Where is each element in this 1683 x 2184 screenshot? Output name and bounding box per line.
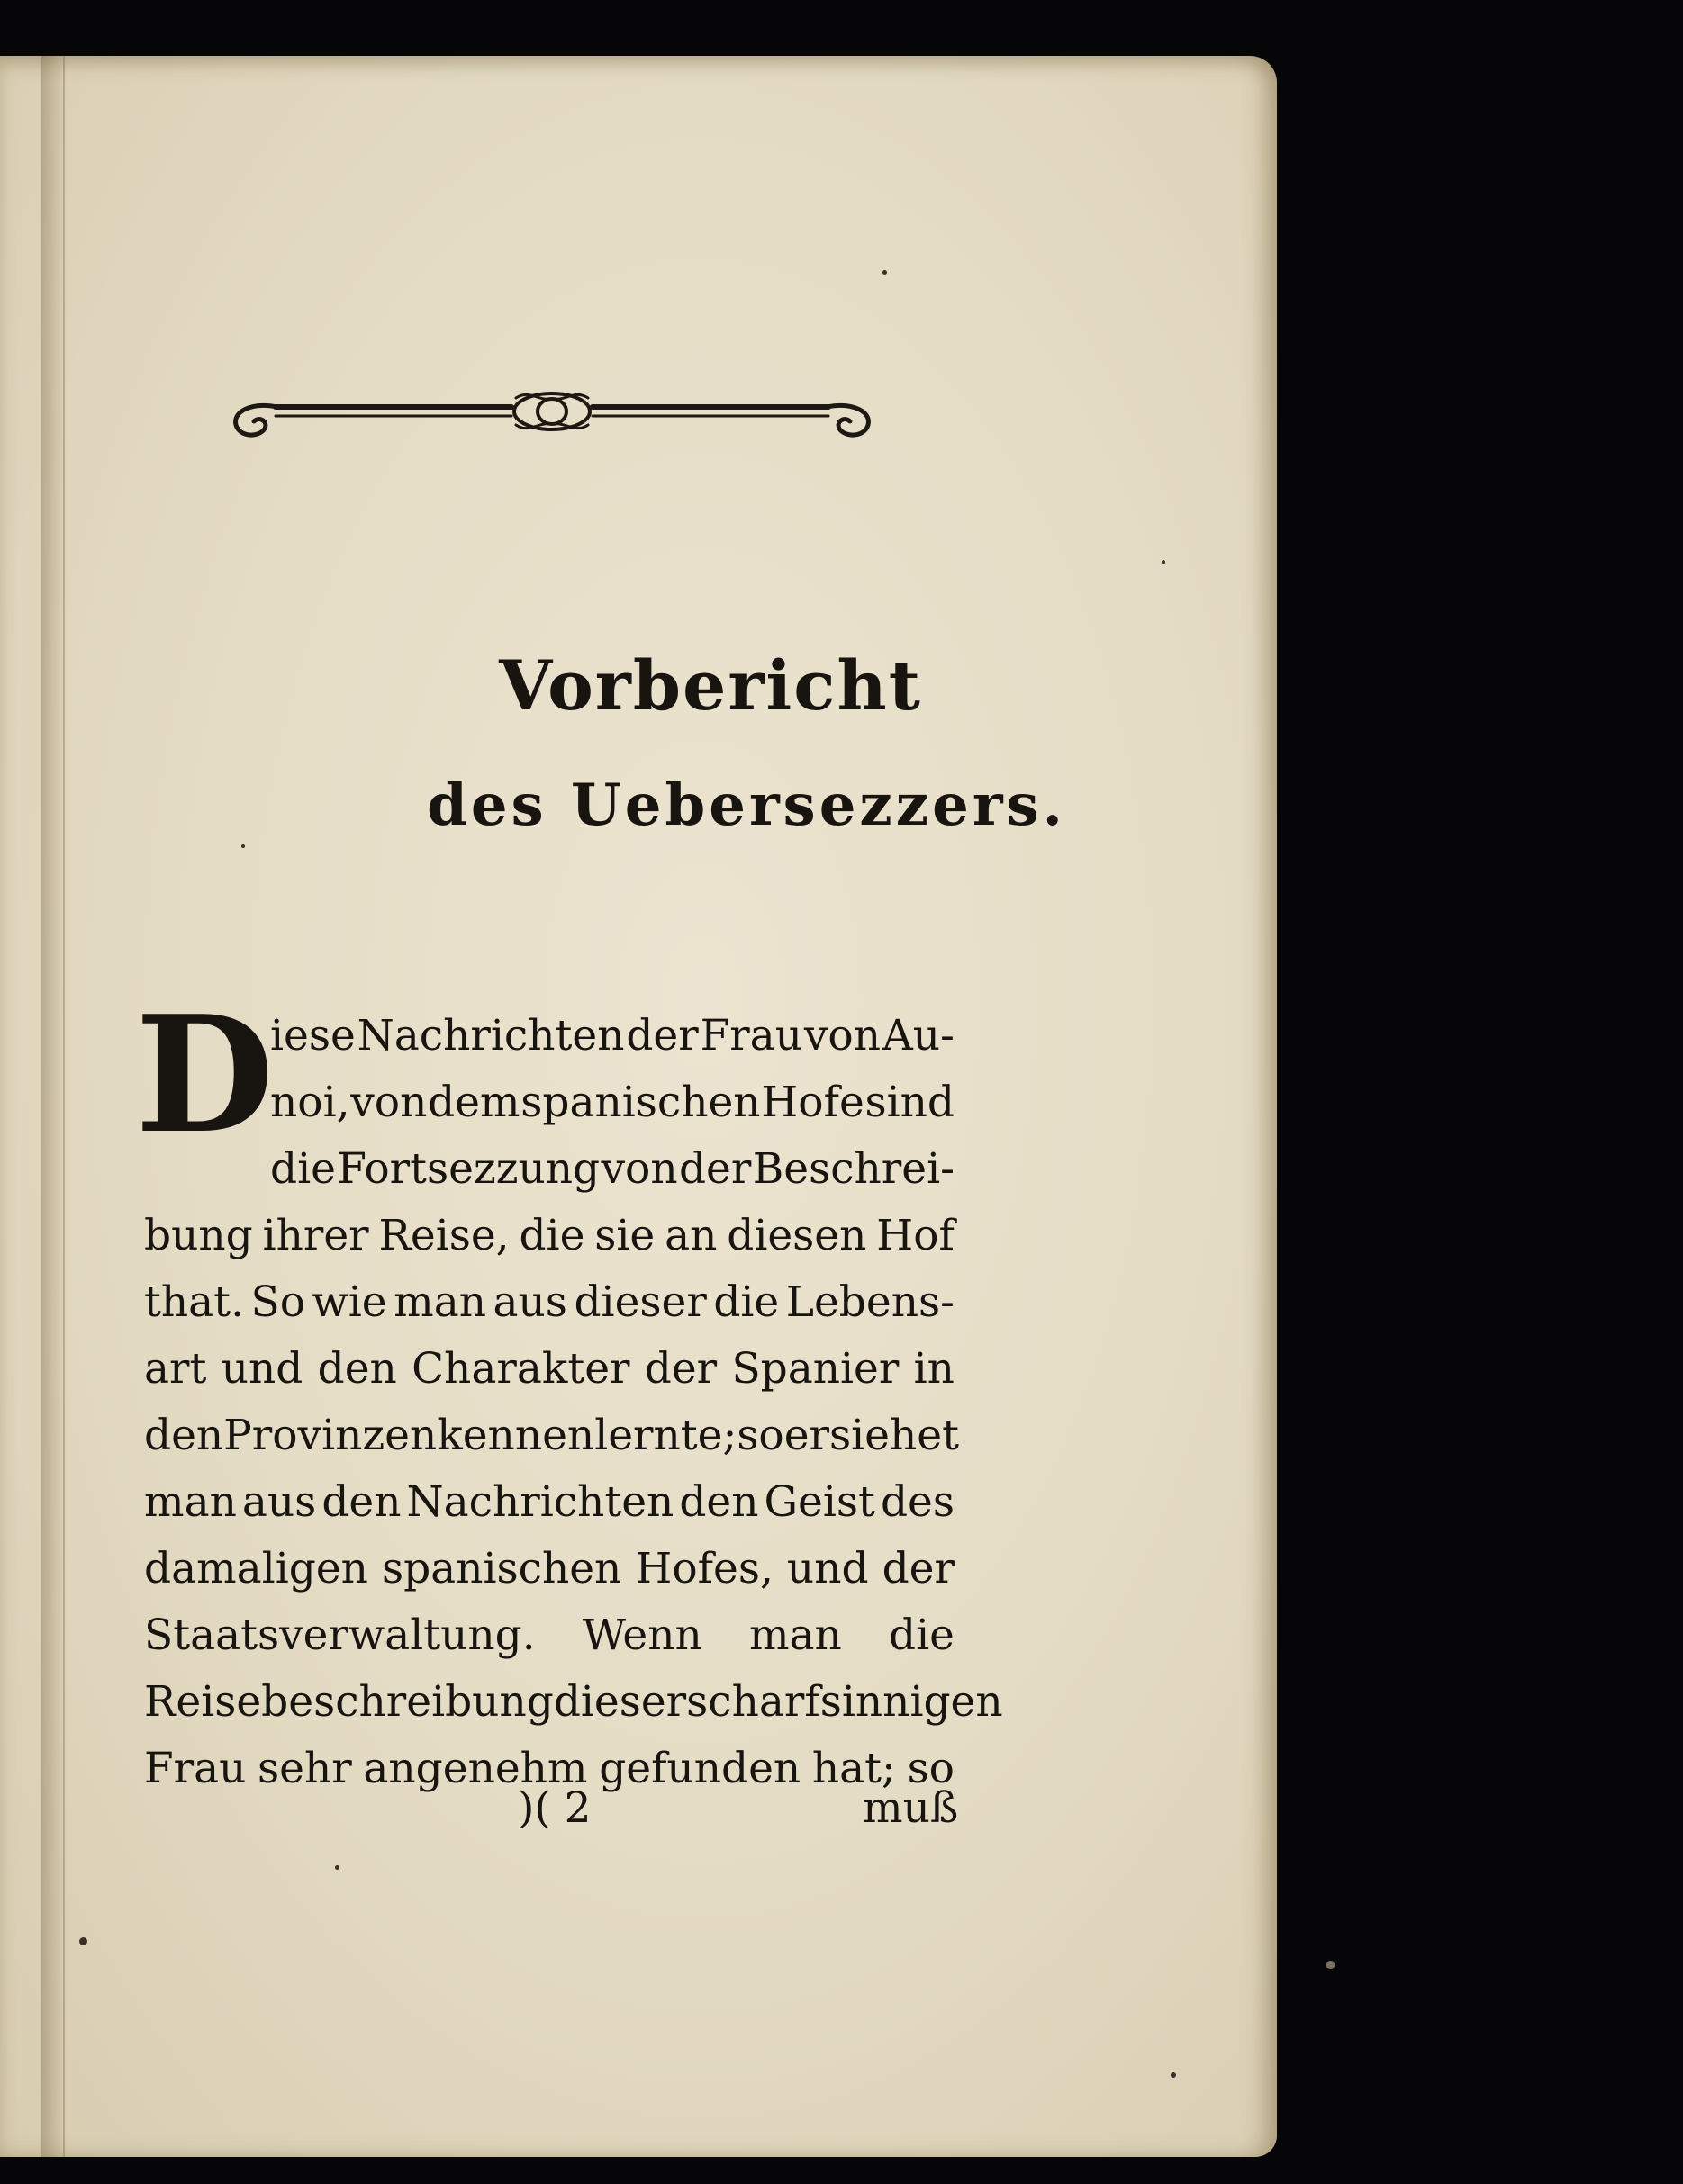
word: Charakter bbox=[412, 1344, 630, 1394]
word: Geist bbox=[764, 1477, 875, 1527]
text-line bbox=[144, 1541, 955, 1597]
page bbox=[0, 56, 1277, 2157]
word: des bbox=[880, 1477, 955, 1527]
word: damaligen bbox=[144, 1544, 368, 1593]
word: kennen bbox=[437, 1411, 595, 1460]
word: Reisebeschreibung bbox=[144, 1677, 554, 1727]
word: Wenn bbox=[582, 1611, 702, 1660]
word: so bbox=[737, 1411, 784, 1460]
text-line bbox=[144, 1608, 955, 1664]
word: Nachrichten bbox=[406, 1477, 674, 1527]
word: der bbox=[678, 1144, 752, 1194]
word: that. bbox=[144, 1277, 245, 1327]
word: den bbox=[321, 1477, 402, 1527]
word: Nachrichten bbox=[357, 1011, 625, 1060]
word: Reise, bbox=[378, 1211, 510, 1260]
word: So bbox=[250, 1277, 306, 1327]
word: man bbox=[394, 1277, 486, 1327]
word: an bbox=[665, 1211, 718, 1260]
word: diesen bbox=[727, 1211, 867, 1260]
word: ersiehet bbox=[783, 1411, 959, 1460]
word: so bbox=[907, 1744, 955, 1793]
word: hat; bbox=[811, 1744, 896, 1793]
text-line bbox=[144, 1208, 955, 1264]
word: dieser bbox=[574, 1277, 707, 1327]
word: sehr bbox=[258, 1744, 352, 1793]
text-line bbox=[144, 1674, 1003, 1730]
word: Hofes, bbox=[635, 1544, 774, 1593]
word: Hofe bbox=[761, 1078, 864, 1127]
word: angenehm bbox=[363, 1744, 588, 1793]
text-line bbox=[270, 1008, 955, 1064]
word: Staatsverwaltung. bbox=[144, 1611, 536, 1660]
word: von bbox=[350, 1078, 428, 1127]
paper-speck bbox=[1162, 560, 1165, 564]
debris-speck bbox=[1326, 1961, 1335, 1969]
text-line bbox=[270, 1142, 955, 1197]
text-line bbox=[144, 1408, 959, 1464]
word: lernte; bbox=[594, 1411, 737, 1460]
word: die bbox=[889, 1611, 955, 1660]
word: dieser bbox=[553, 1677, 687, 1727]
word: Hof bbox=[876, 1211, 955, 1260]
word: iese bbox=[270, 1011, 356, 1060]
word: Au- bbox=[882, 1011, 955, 1060]
word: in bbox=[913, 1344, 955, 1394]
word: die bbox=[519, 1211, 585, 1260]
word: den bbox=[317, 1344, 397, 1394]
paper-speck bbox=[241, 844, 245, 848]
paper-speck bbox=[882, 270, 887, 275]
word: und bbox=[786, 1544, 869, 1593]
word: dem bbox=[428, 1078, 520, 1127]
word: den bbox=[679, 1477, 759, 1527]
text-line bbox=[270, 1075, 955, 1131]
word: der bbox=[882, 1544, 955, 1593]
text-line bbox=[144, 1275, 955, 1331]
word: Beschrei- bbox=[752, 1144, 955, 1194]
word: bung bbox=[144, 1211, 253, 1260]
word: Frau bbox=[144, 1744, 247, 1793]
word: ihrer bbox=[262, 1211, 369, 1260]
word: man bbox=[144, 1477, 237, 1527]
word: die bbox=[713, 1277, 780, 1327]
word: man bbox=[748, 1611, 842, 1660]
word: der bbox=[644, 1344, 718, 1394]
word: scharfsinnigen bbox=[686, 1677, 1003, 1727]
word: Provinzen bbox=[223, 1411, 438, 1460]
paper-speck bbox=[335, 1865, 339, 1870]
word: von bbox=[601, 1144, 678, 1194]
word: spanischen bbox=[520, 1078, 761, 1127]
signature-mark: )( 2 bbox=[518, 1783, 592, 1833]
word: Lebens- bbox=[785, 1277, 955, 1327]
word: spanischen bbox=[381, 1544, 622, 1593]
page-title: Vorbericht bbox=[499, 645, 922, 726]
word: die bbox=[270, 1144, 336, 1194]
page-subtitle: des Uebersezzers. bbox=[427, 772, 1066, 839]
word: sie bbox=[594, 1211, 656, 1260]
word: der bbox=[626, 1011, 699, 1060]
catchword: muß bbox=[863, 1783, 959, 1833]
gutter-line bbox=[63, 56, 65, 2157]
word: Frau bbox=[700, 1011, 802, 1060]
word: und bbox=[221, 1344, 303, 1394]
word: den bbox=[144, 1411, 224, 1460]
word: aus bbox=[493, 1277, 567, 1327]
word: aus bbox=[241, 1477, 317, 1527]
word: Fortsezzung bbox=[337, 1144, 601, 1194]
word: Spanier bbox=[731, 1344, 900, 1394]
word: art bbox=[144, 1344, 207, 1394]
headpiece-ornament-icon bbox=[223, 382, 881, 454]
word: noi, bbox=[270, 1078, 350, 1127]
text-line bbox=[144, 1341, 955, 1397]
paper-speck bbox=[1171, 2072, 1176, 2078]
text-line bbox=[144, 1475, 955, 1530]
word: sind bbox=[864, 1078, 955, 1127]
word: gefunden bbox=[599, 1744, 801, 1793]
drop-cap: D bbox=[135, 980, 275, 1169]
paper-speck bbox=[79, 1937, 87, 1945]
word: von bbox=[803, 1011, 881, 1060]
word: wie bbox=[312, 1277, 387, 1327]
